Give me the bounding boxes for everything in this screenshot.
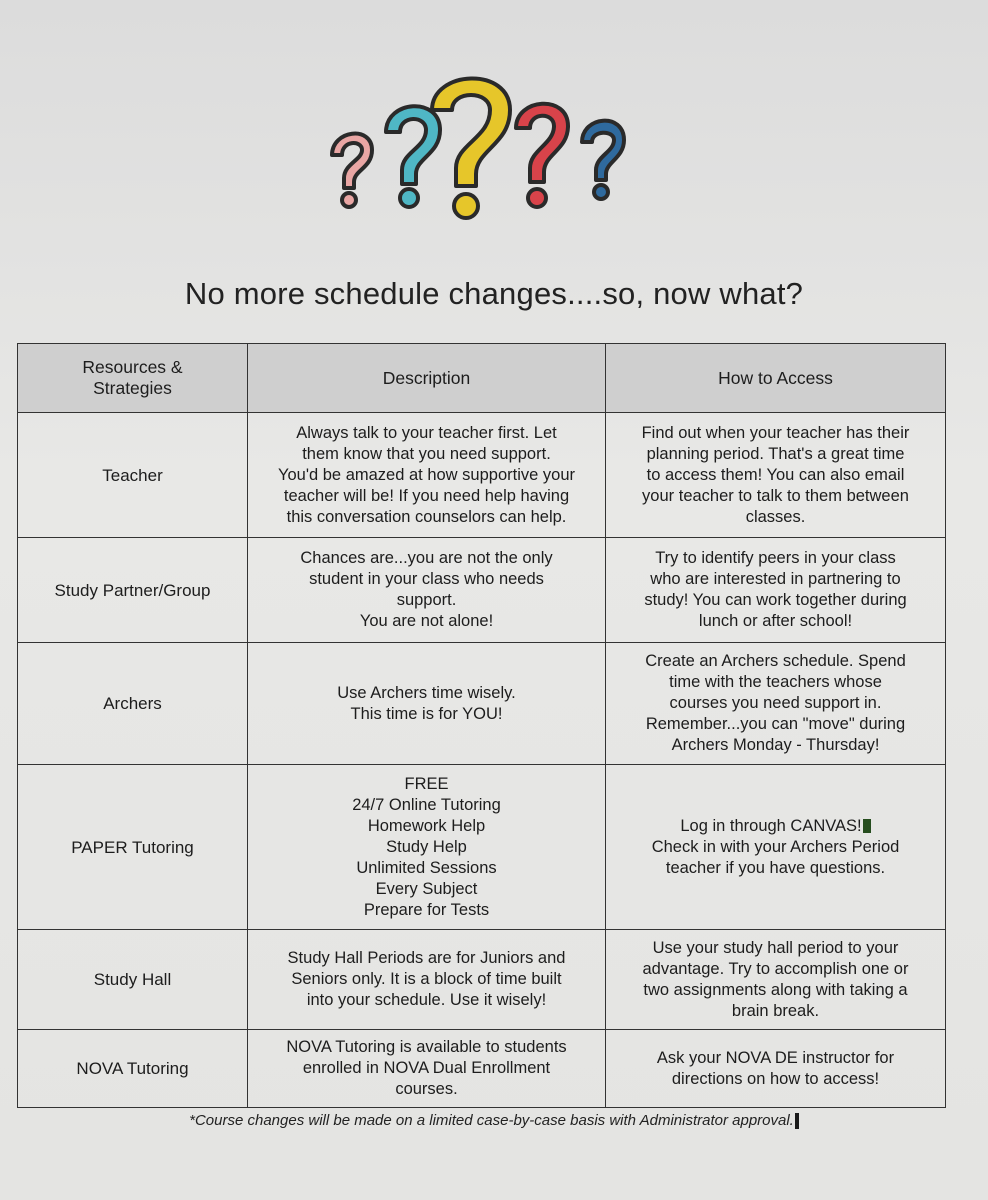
access-cell: [606, 643, 946, 765]
header-description: Description: [248, 344, 606, 413]
header-access: How to Access: [606, 344, 946, 413]
access-cell: [606, 413, 946, 538]
access-line: directions on how to access!: [671, 1069, 880, 1088]
access-line: time with the teachers whose: [669, 673, 882, 691]
text-cursor: [795, 1113, 799, 1129]
access-line: Find out when your teacher has their: [641, 423, 910, 442]
access-line: advantage. Try to accomplish one or: [642, 959, 909, 978]
access-cell: [606, 538, 946, 643]
description-line: into your schedule. Use it wisely!: [306, 991, 547, 1009]
table-row: [18, 413, 946, 538]
table-row: [18, 1030, 946, 1108]
description-line: Homework Help: [367, 816, 486, 835]
access-line: Create an Archers schedule. Spend: [645, 652, 906, 670]
access-line: courses you need support in.: [669, 694, 882, 712]
question-mark-yellow-icon: [432, 78, 510, 218]
resource-name: Study Partner/Group: [18, 538, 248, 643]
description-line: Use Archers time wisely.: [337, 683, 516, 702]
page-title: No more schedule changes....so, now what?: [184, 276, 804, 311]
resources-table: [17, 343, 946, 1108]
table-row: [18, 643, 946, 765]
description-line: Chances are...you are not the only: [300, 549, 553, 567]
access-line: who are interested in partnering to: [650, 570, 901, 588]
access-line: planning period. That's a great time: [646, 444, 905, 463]
description-cell: [248, 765, 606, 930]
question-mark-teal-icon: [386, 106, 440, 207]
table-row: [18, 765, 946, 930]
question-mark-blue-icon: [582, 121, 624, 199]
description-line: enrolled in NOVA Dual Enrollment: [302, 1059, 551, 1077]
access-line: study! You can work together during: [644, 591, 907, 609]
access-line: Log in through CANVAS!: [680, 816, 862, 835]
access-cell: [606, 1030, 946, 1108]
access-line: Archers Monday - Thursday!: [671, 736, 880, 754]
description-line: support.: [396, 591, 457, 609]
description-line: them know that you need support.: [302, 444, 551, 463]
access-line: your teacher to talk to them between: [642, 486, 909, 505]
description-line: You'd be amazed at how supportive your: [278, 465, 575, 484]
description-line: Always talk to your teacher first. Let: [296, 423, 557, 442]
description-line: NOVA Tutoring is available to students: [286, 1038, 567, 1056]
description-line: You are not alone!: [359, 612, 494, 630]
access-cell: [606, 765, 946, 930]
description-line: Seniors only. It is a block of time built: [291, 970, 562, 988]
access-line: lunch or after school!: [698, 612, 853, 630]
description-cell: [248, 538, 606, 643]
description-cell: [248, 930, 606, 1030]
description-line: FREE: [404, 774, 449, 793]
question-mark-pink-icon: [332, 134, 372, 207]
footnote-text: *Course changes will be made on a limited case-by-case basis with Administrator approval.: [189, 1112, 794, 1129]
table-header-row: [18, 344, 946, 413]
description-line: student in your class who needs: [309, 570, 544, 588]
resource-name: Teacher: [18, 413, 248, 538]
footnote: [0, 1112, 988, 1129]
access-cell: [606, 930, 946, 1030]
access-line: brain break.: [731, 1001, 820, 1020]
description-line: Every Subject: [375, 879, 478, 898]
description-line: Study Help: [386, 837, 467, 856]
description-line: Unlimited Sessions: [356, 858, 497, 877]
access-line: to access them! You can also email: [646, 465, 905, 484]
access-line: two assignments along with taking a: [643, 980, 908, 999]
description-line: Prepare for Tests: [363, 900, 490, 919]
access-line: teacher if you have questions.: [665, 858, 886, 877]
description-line: this conversation counselors can help.: [286, 507, 567, 526]
question-mark-red-icon: [516, 104, 568, 207]
resource-name: Study Hall: [18, 930, 248, 1030]
description-line: courses.: [395, 1080, 458, 1098]
text-cursor: [863, 819, 871, 833]
access-line: Try to identify peers in your class: [655, 549, 896, 567]
resource-name: NOVA Tutoring: [18, 1030, 248, 1108]
access-line: Check in with your Archers Period: [651, 837, 900, 856]
description-cell: [248, 413, 606, 538]
resource-name: Archers: [18, 643, 248, 765]
table-row: [18, 930, 946, 1030]
description-line: This time is for YOU!: [350, 704, 503, 723]
header-resources: [18, 344, 248, 413]
description-line: 24/7 Online Tutoring: [352, 795, 501, 814]
description-line: teacher will be! If you need help having: [283, 486, 570, 505]
question-marks-graphic: [320, 60, 650, 230]
header-resources-line2: Strategies: [93, 378, 172, 398]
resource-name: PAPER Tutoring: [18, 765, 248, 930]
header-resources-line1: Resources &: [82, 357, 183, 377]
description-cell: [248, 643, 606, 765]
description-cell: [248, 1030, 606, 1108]
access-line: Use your study hall period to your: [652, 938, 899, 957]
access-line: Ask your NOVA DE instructor for: [656, 1048, 895, 1067]
description-line: Study Hall Periods are for Juniors and: [287, 949, 566, 967]
access-line: Remember...you can "move" during: [645, 715, 906, 733]
access-line: classes.: [745, 507, 806, 526]
table-row: [18, 538, 946, 643]
